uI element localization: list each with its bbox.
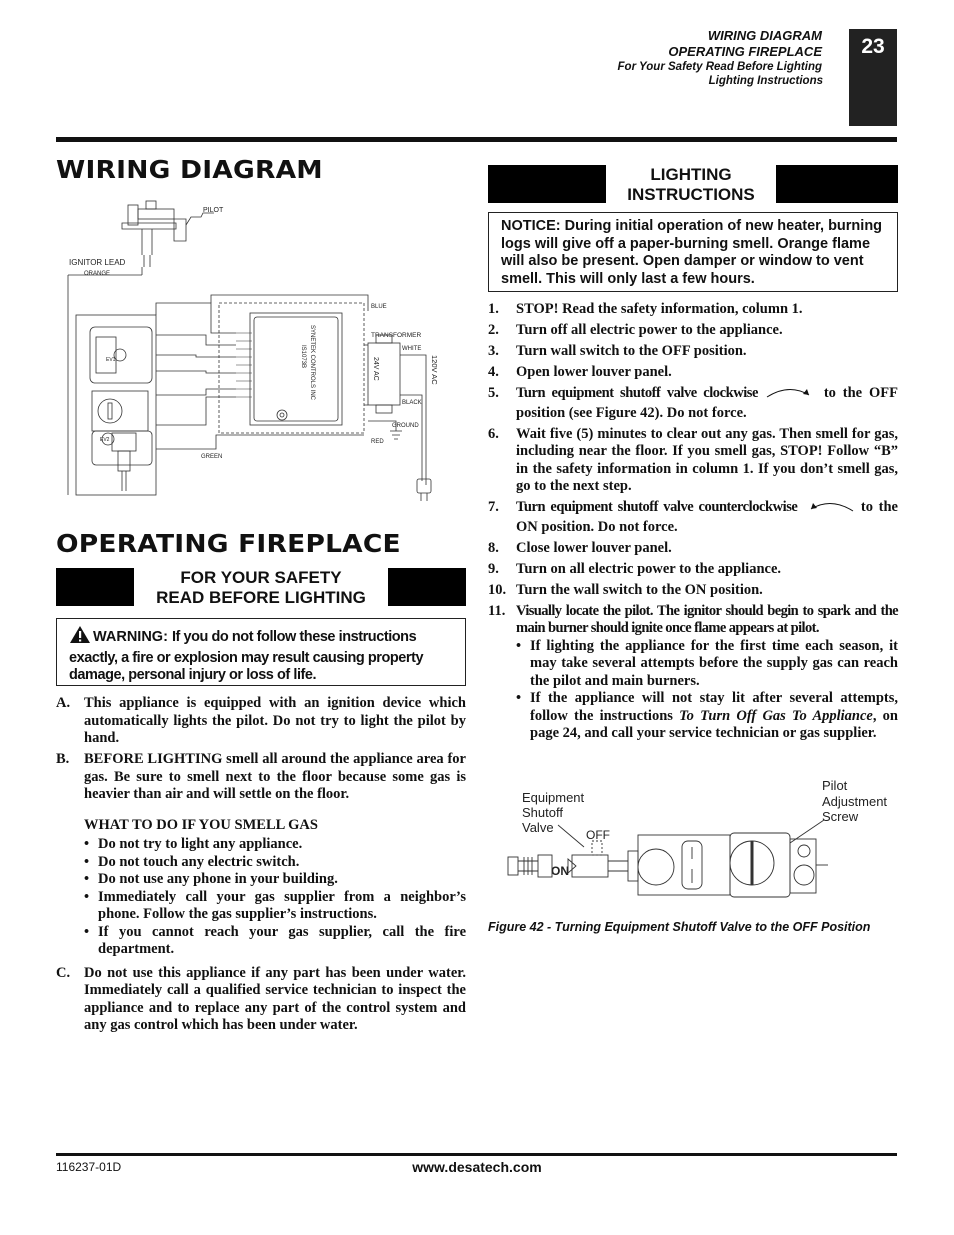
step-text: Open lower louver panel. (516, 364, 672, 380)
label-pilot: Pilot (822, 778, 848, 793)
page-number: 23 (861, 35, 885, 58)
warning-label: WARNING: (93, 629, 168, 645)
item-label: B. (56, 751, 70, 767)
label-ev2: EV2 (100, 437, 110, 443)
lighting-steps (488, 301, 898, 746)
lighting-banner-line-2: INSTRUCTIONS (627, 185, 755, 204)
bullet-text-end: , on page 24, and call your service technician or gas supplier. (530, 707, 898, 741)
label-equipment: Equipment (522, 790, 585, 805)
label-controls-model: IS1073B (300, 345, 306, 369)
step-text: Close lower louver panel. (516, 539, 672, 556)
warning-text: If you do not follow these instructions exactly, a fire or explosion may result causing property damage, personal injury or loss of life. (69, 629, 424, 683)
step-number: 1. (488, 301, 499, 317)
wiring-diagram-title: WIRING DIAGRAM (56, 155, 323, 184)
item-text: Do not use this appliance if any part has been under water. Immediately call a qualified service technician to inspect the appliance and to replace any part of the control system and any gas control which has been under water. (84, 964, 466, 1033)
list-item: • Immediately call your gas supplier from a neighbor’s phone. Follow the gas supplier’s instructions. (84, 889, 466, 924)
safety-list (56, 695, 466, 1038)
label-black: BLACK (402, 400, 422, 406)
label-24v: 24V AC (372, 357, 379, 381)
smell-gas-heading: WHAT TO DO IF YOU SMELL GAS (84, 816, 318, 833)
wiring-diagram (56, 195, 466, 505)
counterclockwise-arrow-icon (803, 499, 855, 519)
step-item (488, 385, 898, 422)
list-item: • If you cannot reach your gas supplier, call the fire department. (84, 924, 466, 959)
figure-42-valve-illustration (488, 775, 898, 910)
banner-bar-right (776, 165, 898, 203)
step-item (488, 343, 898, 361)
website-link[interactable]: www.desatech.com (412, 1159, 542, 1175)
bullet-text: If the appliance will not stay lit after several attempts, follow the instructions (530, 690, 898, 724)
list-item: • Do not try to light any appliance. (84, 836, 466, 854)
header-line-1: WIRING DIAGRAM (707, 28, 822, 43)
label-ev1: EV1 (106, 357, 116, 363)
step-item (488, 499, 898, 536)
figure-42-caption: Figure 42 - Turning Equipment Shutoff Valve to the OFF Position (488, 920, 871, 934)
label-green: GREEN (201, 454, 223, 460)
item-text: BEFORE LIGHTING smell all around the appliance area for gas. Be sure to smell next to the floor because some gas is heavier than air and will settle on the floor. (84, 751, 466, 802)
list-item: • Do not use any phone in your building. (84, 871, 466, 889)
list-item (56, 965, 466, 1035)
step-text-continued: to the OFF position (see Figure 42). Do not force. (516, 385, 899, 421)
label-shutoff: Shutoff (522, 805, 563, 820)
step-text: Turn equipment shutoff valve counterclockwise (516, 499, 798, 515)
safety-banner (56, 568, 466, 606)
step-item (488, 540, 898, 558)
notice-box: NOTICE: During initial operation of new heater, burning logs will give off a paper-burning smell. Orange flame will also be present. Open damper or window to vent smell. This will only last a few hours. (488, 212, 898, 292)
banner-bar-left (56, 568, 134, 606)
step-text: Turn equipment shutoff valve clockwise (516, 385, 758, 401)
step-text-continued: to the ON position. Do not force. (516, 499, 898, 535)
label-pilot: PILOT (203, 207, 224, 214)
banner-bar-left (488, 165, 606, 203)
step-item (488, 603, 898, 743)
header-line-2: OPERATING FIREPLACE (668, 44, 822, 59)
item-label: A. (56, 695, 71, 711)
safety-banner-line-1: FOR YOUR SAFETY (180, 568, 342, 587)
step-number: 2. (488, 322, 499, 338)
label-blue: BLUE (371, 304, 387, 310)
step-number: 8. (488, 539, 499, 556)
step-item (488, 561, 898, 579)
list-item: • Do not touch any electric switch. (84, 854, 466, 872)
safety-banner-text (134, 568, 388, 606)
list-item (516, 690, 898, 743)
step-number: 4. (488, 364, 499, 380)
list-item: • If lighting the appliance for the first time each season, it may take several attempts before the supply gas can reach the pilot and main burners. (516, 638, 898, 691)
clockwise-arrow-icon (765, 385, 817, 405)
lighting-banner-line-1: LIGHTING (650, 165, 732, 184)
step-number: 7. (488, 499, 499, 515)
warning-box (56, 618, 466, 686)
label-on: ON (551, 864, 569, 878)
label-off: OFF (586, 828, 610, 842)
lighting-banner (488, 165, 898, 203)
label-120v: 120V AC (430, 355, 439, 385)
label-valve: Valve (522, 820, 554, 835)
step-text: STOP! Read the safety information, column 1. (516, 301, 803, 317)
label-orange: ORANGE (84, 271, 111, 277)
page-number-tab (849, 29, 897, 126)
label-white: WHITE (402, 346, 422, 352)
step-number: 11. (488, 602, 506, 619)
label-controls: SYNETEK CONTROLS INC (309, 325, 315, 401)
item-text: This appliance is equipped with an ignition device which automatically lights the pilot. Do not try to light the pilot by hand. (84, 695, 466, 746)
label-adjustment: Adjustment (822, 794, 888, 809)
step-item (488, 301, 898, 319)
operating-fireplace-title: OPERATING FIREPLACE (56, 529, 401, 558)
safety-banner-line-2: READ BEFORE LIGHTING (156, 588, 366, 607)
step-number: 5. (488, 385, 499, 401)
banner-bar-right (388, 568, 466, 606)
step-text: Turn on all electric power to the appliance. (516, 560, 782, 577)
running-header (618, 28, 822, 88)
step-item (488, 426, 898, 496)
step-text: Visually locate the pilot. The ignitor should begin to spark and the main burner should ignite once flame appears at pilot. (516, 602, 898, 636)
step-text: Turn the wall switch to the ON position. (516, 581, 763, 598)
label-transformer: TRANSFORMER (371, 332, 422, 339)
step-item (488, 582, 898, 600)
label-red: RED (371, 439, 384, 445)
footer-rule (56, 1153, 897, 1156)
warning-triangle-icon (69, 625, 91, 650)
lighting-banner-text (606, 165, 776, 203)
item-label: C. (56, 964, 71, 981)
step-number: 9. (488, 560, 499, 577)
document-code: 116237-01D (56, 1160, 122, 1174)
step-item (488, 364, 898, 382)
label-ground: GROUND (392, 423, 419, 429)
header-line-4: Lighting Instructions (708, 75, 823, 87)
bullet-emphasis: To Turn Off Gas To Appliance (679, 707, 873, 724)
step-number: 10. (488, 581, 507, 598)
step-text: Turn wall switch to the OFF position. (516, 343, 747, 359)
step-text: Wait five (5) minutes to clear out any gas. Then smell for gas, including near the floor. If you smell gas, STOP! Follow “B” in the safety information in column 1. If you don’t smell gas, go to the next step. (516, 425, 898, 494)
list-item (56, 751, 466, 959)
label-screw: Screw (822, 809, 859, 824)
step-item (488, 322, 898, 340)
list-item (56, 695, 466, 748)
step-number: 6. (488, 425, 499, 442)
header-line-3: For Your Safety Read Before Lighting (617, 61, 822, 73)
step-text: Turn off all electric power to the appliance. (516, 322, 783, 338)
step-number: 3. (488, 343, 499, 359)
label-ignitor-lead: IGNITOR LEAD (69, 258, 126, 267)
header-rule (56, 137, 897, 142)
